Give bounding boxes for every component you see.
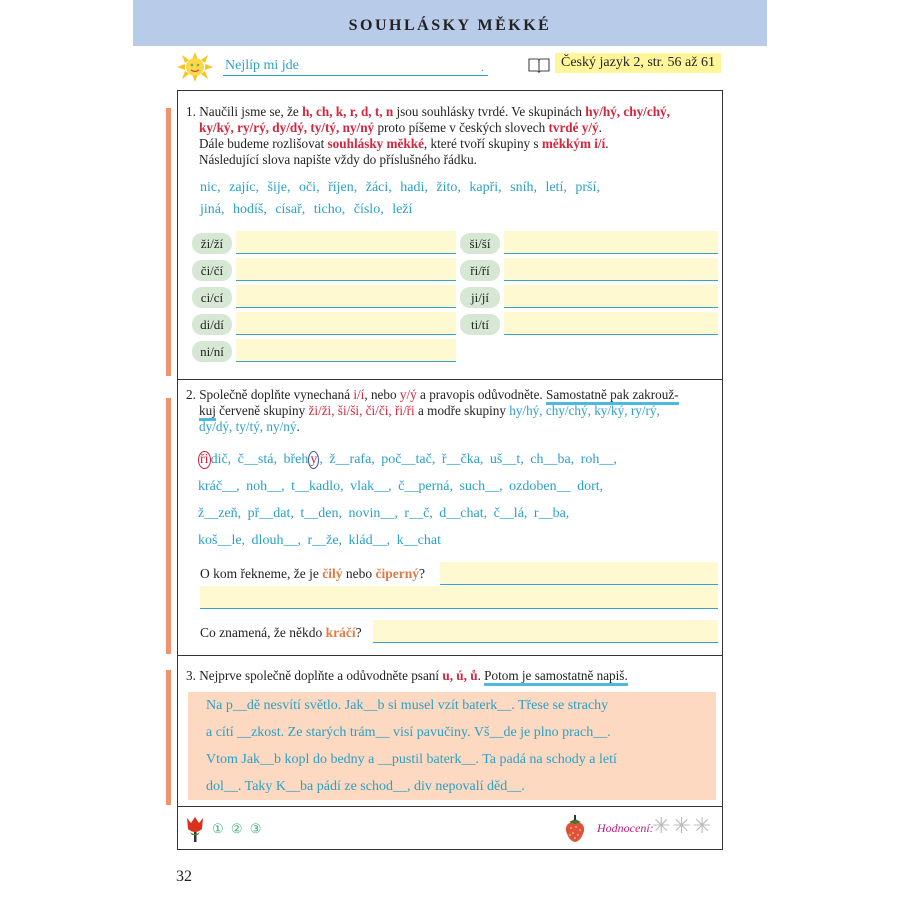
story-line: Vtom Jak__b kopl do bedny a __pustil baterk__. Ta padá na schody a letí — [206, 752, 617, 767]
keyword: čilý — [322, 566, 343, 581]
evaluation-label: Hodnocení: — [597, 821, 654, 835]
group-row — [460, 285, 718, 309]
answer-line[interactable] — [440, 562, 718, 585]
answer-line[interactable] — [236, 258, 456, 281]
answer-line[interactable] — [504, 312, 718, 335]
group-label: ni/ní — [192, 341, 232, 362]
red-circled-example: ři — [200, 452, 209, 467]
question-1 — [200, 566, 425, 582]
hard-y: tvrdé y/ý — [548, 120, 599, 135]
group-label: ši/ší — [460, 233, 500, 254]
group-row — [192, 312, 456, 336]
soft-i: i/í — [353, 387, 365, 402]
keyword: kráčí — [325, 625, 356, 640]
blue-groups: hy/hý, chy/chý, ky/ký, ry/rý, — [509, 403, 660, 418]
text: a pravopis odůvodněte. — [416, 387, 547, 402]
difficulty-levels: ① ② ③ — [212, 821, 262, 836]
keyword: čiperný — [375, 566, 419, 581]
task2-box — [177, 379, 723, 656]
answer-line[interactable] — [236, 339, 456, 362]
text: . — [598, 120, 602, 135]
answer-line[interactable] — [236, 285, 456, 308]
text: Společně doplňte vynechaná — [199, 387, 354, 402]
text: ? — [418, 566, 425, 581]
answer-line[interactable] — [504, 258, 718, 281]
text: O kom řekneme, že je — [200, 566, 323, 581]
task3-box — [177, 655, 723, 807]
word-list — [200, 177, 600, 221]
independent-task-text: kuj — [199, 403, 216, 421]
soft-consonants: souhlásky měkké — [327, 136, 424, 151]
text: Co znamená, že někdo — [200, 625, 326, 640]
header-band — [133, 0, 767, 46]
story-box — [188, 692, 716, 800]
task3-number: 3. — [186, 668, 196, 683]
task3-instructions — [186, 668, 718, 684]
answer-line[interactable] — [504, 231, 718, 254]
text: červeně skupiny — [215, 403, 309, 418]
group-row — [192, 339, 456, 363]
text: , ž__rafa, poč__tač, ř__čka, uš__t, ch__ba, roh__, — [319, 452, 617, 467]
fill-in-row — [198, 446, 617, 473]
task1-side-bar — [166, 108, 171, 376]
task1-number: 1. — [186, 104, 196, 119]
tulip-icon — [184, 815, 206, 843]
evaluation-stars[interactable]: ✳✳✳ — [652, 813, 714, 838]
best-at-input-line[interactable] — [223, 75, 488, 76]
fill-in-words — [198, 446, 617, 554]
task1-instructions — [186, 104, 716, 168]
text: Naučili jsme se, že — [199, 104, 303, 119]
fill-in-row: ž__zeň, př__dat, t__den, novin__, r__č, d__chat, č__lá, r__ba, — [198, 506, 570, 521]
answer-line[interactable] — [236, 231, 456, 254]
book-icon — [528, 57, 550, 73]
hard-consonants: h, ch, k, r, d, t, n — [302, 104, 394, 119]
hard-groups: hy/hý, chy/chý, — [585, 104, 670, 119]
fill-in-row: koš__le, dlouh__, r__že, klád__, k__chat — [198, 533, 441, 548]
best-at-dot: . — [481, 60, 484, 74]
text: , které tvoří skupiny s — [423, 136, 542, 151]
footer — [177, 806, 723, 850]
fill-in-row: kráč__, noh__, t__kadlo, vlak__, č__perná, such__, ozdoben__ dort, — [198, 479, 604, 494]
story-line: a cítí __zkost. Ze starých trám__ visí pavučiny. Vš__de je plno prach__. — [206, 725, 611, 740]
answer-line[interactable] — [373, 620, 718, 643]
group-row — [192, 231, 456, 255]
hard-groups: ky/ký, ry/rý, dy/dý, ty/tý, ny/ný — [199, 120, 375, 135]
text: . — [605, 136, 609, 151]
answer-line[interactable] — [200, 586, 718, 609]
text: . — [296, 419, 300, 434]
hard-y: y/ý — [399, 387, 417, 402]
independent-task-text: Samostatně pak zakrouž- — [546, 387, 679, 405]
blue-groups: dy/dý, ty/tý, ny/ný — [199, 419, 297, 434]
text: Nejprve společně doplňte a odůvodněte psaní — [199, 668, 443, 683]
task3-side-bar — [166, 670, 171, 805]
task2-side-bar — [166, 398, 171, 654]
group-row — [460, 312, 718, 336]
text: č__stá, břeh — [231, 452, 309, 467]
group-label: di/dí — [192, 314, 232, 335]
group-row — [192, 258, 456, 282]
group-label: ři/ří — [460, 260, 500, 281]
task1-box — [177, 90, 723, 381]
group-row — [460, 258, 718, 282]
group-label: či/čí — [192, 260, 232, 281]
blue-circled-example: y — [310, 452, 318, 467]
best-at-label: Nejlíp mi jde — [225, 58, 299, 73]
group-row — [460, 231, 718, 255]
group-row — [192, 285, 456, 309]
text: a modře skupiny — [414, 403, 510, 418]
word-list-row: jiná, hodíš, císař, ticho, číslo, leží — [200, 202, 413, 217]
group-label: ji/jí — [460, 287, 500, 308]
text: , nebo — [364, 387, 400, 402]
answer-line[interactable] — [236, 312, 456, 335]
page-number: 32 — [176, 868, 192, 885]
text: proto píšeme v českých slovech — [374, 120, 549, 135]
group-label: ti/tí — [460, 314, 500, 335]
independent-task-text: Potom je samostatně napiš. — [484, 668, 628, 686]
question-2 — [200, 625, 362, 641]
group-label: ci/cí — [192, 287, 232, 308]
page-title: SOUHLÁSKY MĚKKÉ — [348, 17, 552, 34]
sun-icon — [177, 52, 213, 82]
text: . — [477, 668, 485, 683]
answer-line[interactable] — [504, 285, 718, 308]
u-letters: u, ú, ů — [442, 668, 478, 683]
text: ? — [355, 625, 362, 640]
word-list-row: nic, zajíc, šije, oči, říjen, žáci, hadi, žito, kapři, sníh, letí, prší, — [200, 180, 600, 195]
red-groups: ži/ži, ši/ši, či/či, ři/ři — [308, 403, 415, 418]
story-line: dol__. Taky K__ba pádí ze schod__, div nepovalí děd__. — [206, 779, 525, 794]
subheader — [175, 50, 725, 84]
task2-instructions — [186, 387, 718, 435]
task2-number: 2. — [186, 387, 196, 402]
textbook-reference: Český jazyk 2, str. 56 až 61 — [555, 53, 721, 73]
strawberry-icon — [563, 815, 587, 843]
text: Následující slova napište vždy do příslušného řádku. — [199, 152, 477, 167]
text: Dále budeme rozlišovat — [199, 136, 328, 151]
soft-i: měkkým i/í — [541, 136, 606, 151]
text: nebo — [342, 566, 376, 581]
text: dič, — [210, 452, 232, 467]
group-label: ži/ží — [192, 233, 232, 254]
story-line: Na p__dě nesvítí světlo. Jak__b si musel vzít baterk__. Třese se strachy — [206, 698, 609, 713]
text: jsou souhlásky tvrdé. Ve skupinách — [393, 104, 586, 119]
